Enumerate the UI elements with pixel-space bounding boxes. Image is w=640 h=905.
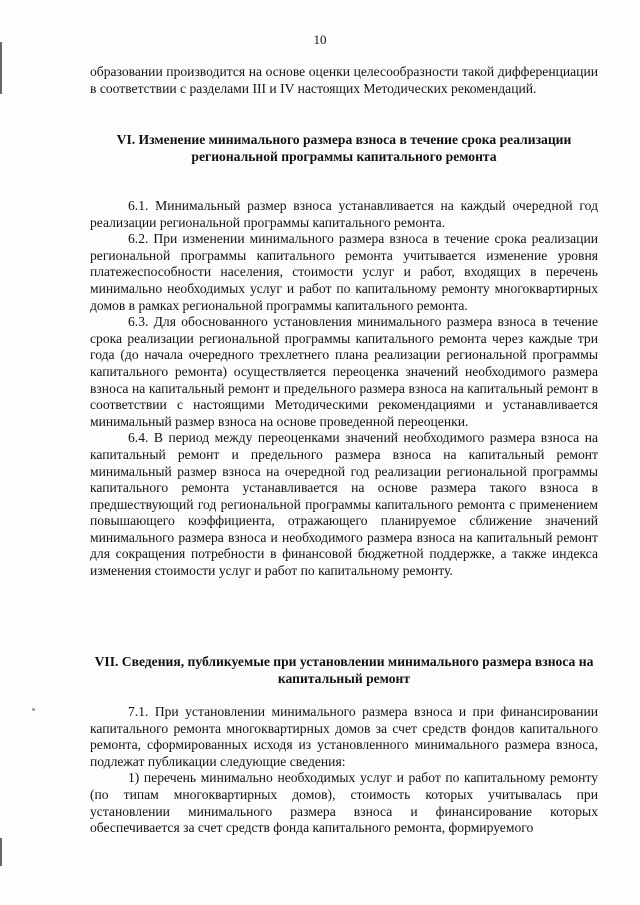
scan-speck <box>32 708 35 711</box>
page-number: 10 <box>313 32 327 47</box>
section-7-body <box>90 704 598 837</box>
section-6-body <box>90 198 598 580</box>
scan-edge-mark <box>0 42 2 94</box>
paragraph-7-1-item-1: 1) перечень минимально необходимых услуг и работ по капитальному ремонту (по типам многоквартирных домов), стоимость которых учитывалась при установлении минимального размера взноса и финансирование которых обеспечивается за счет средств фонда капитального ремонта, формируемого <box>90 770 598 836</box>
paragraph-6-3: 6.3. Для обоснованного установления минимального размера взноса в течение срока реализации региональной программы капитального ремонта через каждые три года (до начала очередного трехлетнего плана реализации региональной программы капитального ремонта) осуществляется переоценка значений необходимого размера взноса на капитальный ремонт и предельного размера взноса на капитальный ремонт в соответствии с настоящими Методическими рекомендациями и устанавливается минимальный размер взноса на основе проведенной переоценки. <box>90 314 598 429</box>
scan-edge-mark <box>0 838 2 866</box>
section-6-title: VI. Изменение минимального размера взноса в течение срока реализации региональной программы капитального ремонта <box>116 132 572 164</box>
intro-paragraph <box>90 64 598 97</box>
paragraph-6-2: 6.2. При изменении минимального размера взноса в течение срока реализации региональной программы капитального ремонта учитывается изменение уровня платежеспособности населения, стоимости услуг и работ, входящих в перечень минимально необходимых услуг и работ по капитальному ремонту многоквартирных домов в рамках региональной программы капитального ремонта. <box>90 231 598 313</box>
intro-text: образовании производится на основе оценки целесообразности такой дифференциации в соответствии с разделами III и IV настоящих Методических рекомендаций. <box>90 64 598 96</box>
section-7-title: VII. Сведения, публикуемые при установлении минимального размера взноса на капитальный ремонт <box>94 654 594 686</box>
paragraph-6-1: 6.1. Минимальный размер взноса устанавливается на каждый очередной год реализации региональной программы капитального ремонта. <box>90 198 598 230</box>
paragraph-7-1: 7.1. При установлении минимального размера взноса и при финансировании капитального ремонта многоквартирных домов за счет средств фондов капитального ремонта, сформированных исходя из установленного минимального размера взноса, подлежат публикации следующие сведения: <box>90 704 598 769</box>
paragraph-6-4: 6.4. В период между переоценками значений необходимого размера взноса на капитальный ремонт и предельного размера взноса на капитальный ремонт минимальный размер взноса на очередной год реализации региональной программы капитального ремонта устанавливается на основе размера такого взноса в предшествующий год региональной программы капитального ремонта с применением повышающего коэффициента, отражающего планируемое сближение значений минимального размера взноса и необходимого размера взноса на капитальный ремонт для сокращения потребности в финансовой бюджетной поддержке, а также индекса изменения стоимости услуг и работ по капитальному ремонту. <box>90 430 598 579</box>
